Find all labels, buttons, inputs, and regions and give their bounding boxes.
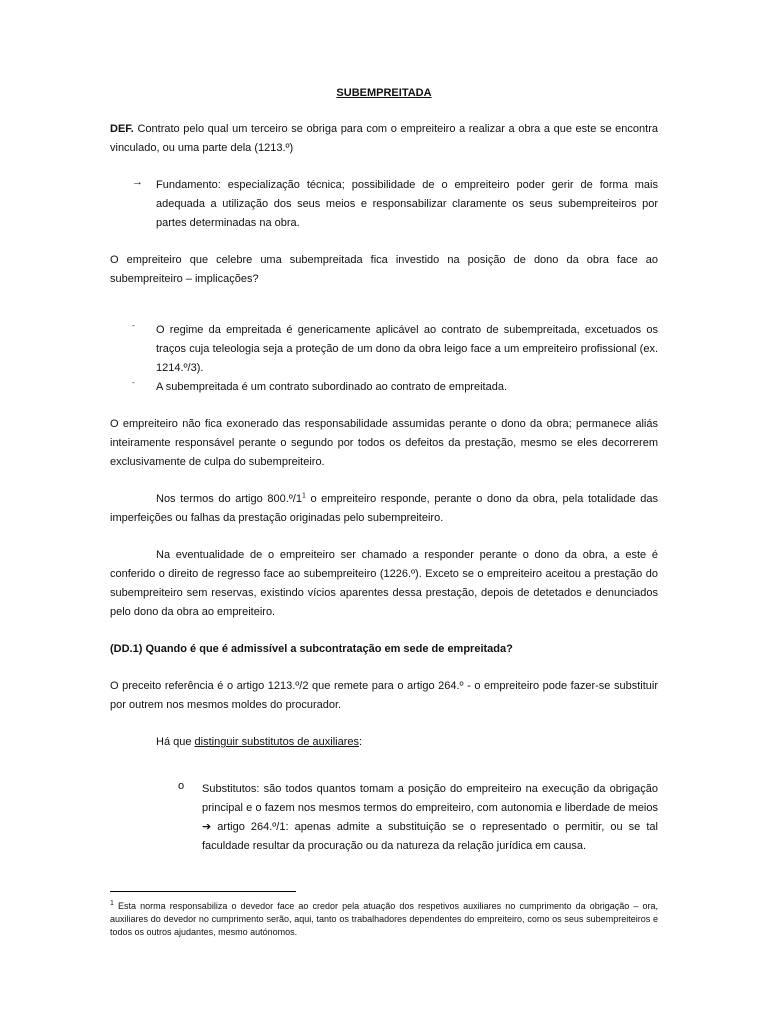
document-body [110,84,658,856]
distinguir-paragraph [110,733,658,752]
distinguir-text: Há que [156,736,195,748]
footnote [110,900,658,939]
definition-text: Contrato pelo qual um terceiro se obriga para com o empreiteiro a realizar a obra a que este se encontra vinculado, ou uma parte dela (1213.º) [110,123,658,154]
footnote-divider [110,891,296,892]
right-arrow-icon: → [132,176,143,188]
dash-bullet-icon: - [132,378,135,387]
footnote-reference[interactable]: 1 [301,492,306,500]
substitutos-item [110,780,658,856]
distinguir-underlined: distinguir substitutos de auxiliares [194,736,360,748]
definition-paragraph [110,120,658,158]
preceito-paragraph: O preceito referência é o artigo 1213.º/2 que remete para o artigo 264.º - o empreiteiro pode fazer-se substituir por outrem nos mesmos moldes do procurador. [110,680,658,711]
implicacoes-paragraph: O empreiteiro que celebre uma subempreitada fica investido na posição de dono da obra face ao subempreiteiro – implicações? [110,254,658,285]
document-title: SUBEMPREITADA [336,87,432,99]
artigo-800-text: Nos termos do artigo 800.º/1 [156,493,302,505]
fundamento-text: Fundamento: especialização técnica; possibilidade de o empreiteiro poder gerir de forma mais adequada a utilização dos seus meios e responsabilizar claramente os seus subempreiteiros por partes determinadas na obra. [156,179,658,229]
list-item-text: O regime da empreitada é genericamente aplicável ao contrato de subempreitada, excetuados os traços cuja teleologia seja a proteção de um dono da obra leigo face a um empreiteiro profissional (ex. 1214.º/3). [156,324,658,374]
question-heading: (DD.1) Quando é que é admissível a subcontratação em sede de empreitada? [110,643,513,655]
substitutos-text [202,780,658,856]
circle-bullet-icon: o [178,780,185,792]
implicacoes-list [110,321,658,397]
footnote-text: Esta norma responsabiliza o devedor face ao credor pela atuação dos respetivos auxiliares no cumprimento da obrigação – ora, auxiliares do devedor no cumprimento serão, aqui, tanto os trabalhadores dependentes do empreiteiro, como os seus subempreiteiros e todos os outros ajudantes, mesmo autónomos. [110,901,658,937]
definition-label: DEF. [110,123,134,135]
exonerado-paragraph: O empreiteiro não fica exonerado das responsabilidade assumidas perante o dono da obra; permanece aliás inteiramente responsável perante o segundo por todos os defeitos da prestação, mesmo se eles decorrerem exclusivamente de culpa do subempreiteiro. [110,418,658,468]
regresso-paragraph: Na eventualidade de o empreiteiro ser chamado a responder perante o dono da obra, a este é conferido o direito de regresso face ao subempreiteiro (1226.º). Exceto se o empreiteiro aceitou a prestação do subempreiteiro sem reservas, existindo vícios aparentes dessa prestação, depois de detetados e denunciados pelo dono da obra ao empreiteiro. [110,549,658,618]
list-item [110,378,658,397]
substitutos-text-end: artigo 264.º/1: apenas admite a substituição se o representado o permitir, ou se tal faculdade resultar da procuração ou da natureza da relação jurídica em causa. [202,821,658,852]
dash-bullet-icon: - [132,321,135,330]
footnote-number: 1 [110,900,114,907]
list-item [110,321,658,378]
substitutos-text-start: Substitutos: são todos quantos tomam a posição do empreiteiro na execução da obrigação principal e o fazem nos mesmos termos do empreiteiro, com autonomia e liberdade de meios [202,783,658,814]
distinguir-colon: : [359,736,363,748]
artigo-800-paragraph [110,490,658,528]
list-item-text: A subempreitada é um contrato subordinado ao contrato de empreitada. [156,381,508,393]
fundamento-item [110,176,658,233]
artigo-800-text-cont: o empreiteiro responde, perante o dono da obra, pela totalidade das imperfeições ou falhas da prestação originadas pelo subempreiteiro. [110,493,658,524]
right-arrow-icon: ➔ [202,821,212,833]
